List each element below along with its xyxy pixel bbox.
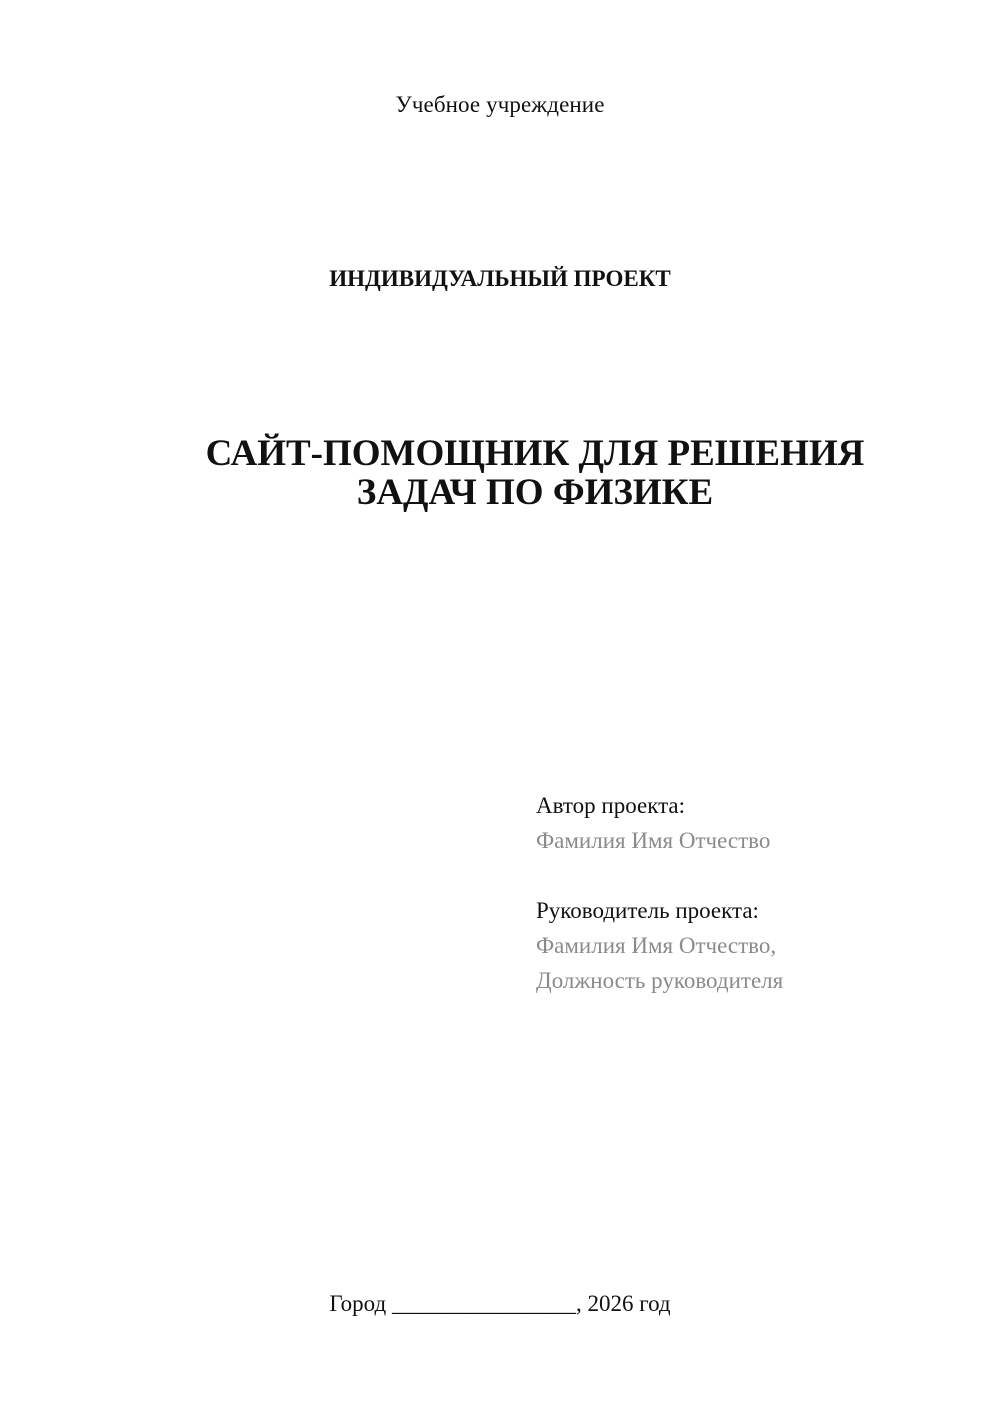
supervisor-position: Должность руководителя [536,968,784,993]
supervisor-name: Фамилия Имя Отчество, [536,933,777,958]
spacer [536,858,976,893]
author-name: Фамилия Имя Отчество [536,828,771,853]
project-type-heading: ИНДИВИДУАЛЬНЫЙ ПРОЕКТ [329,266,671,291]
city-year-line: Город ________________, 2026 год [329,1291,671,1316]
institution-name: Учебное учреждение [395,92,605,117]
project-credits [536,788,976,998]
project-title [70,434,1000,512]
supervisor-label: Руководитель проекта: [536,898,759,923]
project-title-line: САЙТ-ПОМОЩНИК ДЛЯ РЕШЕНИЯ [205,433,865,474]
project-title-line: ЗАДАЧ ПО ФИЗИКЕ [356,472,714,513]
author-label: Автор проекта: [536,793,685,818]
